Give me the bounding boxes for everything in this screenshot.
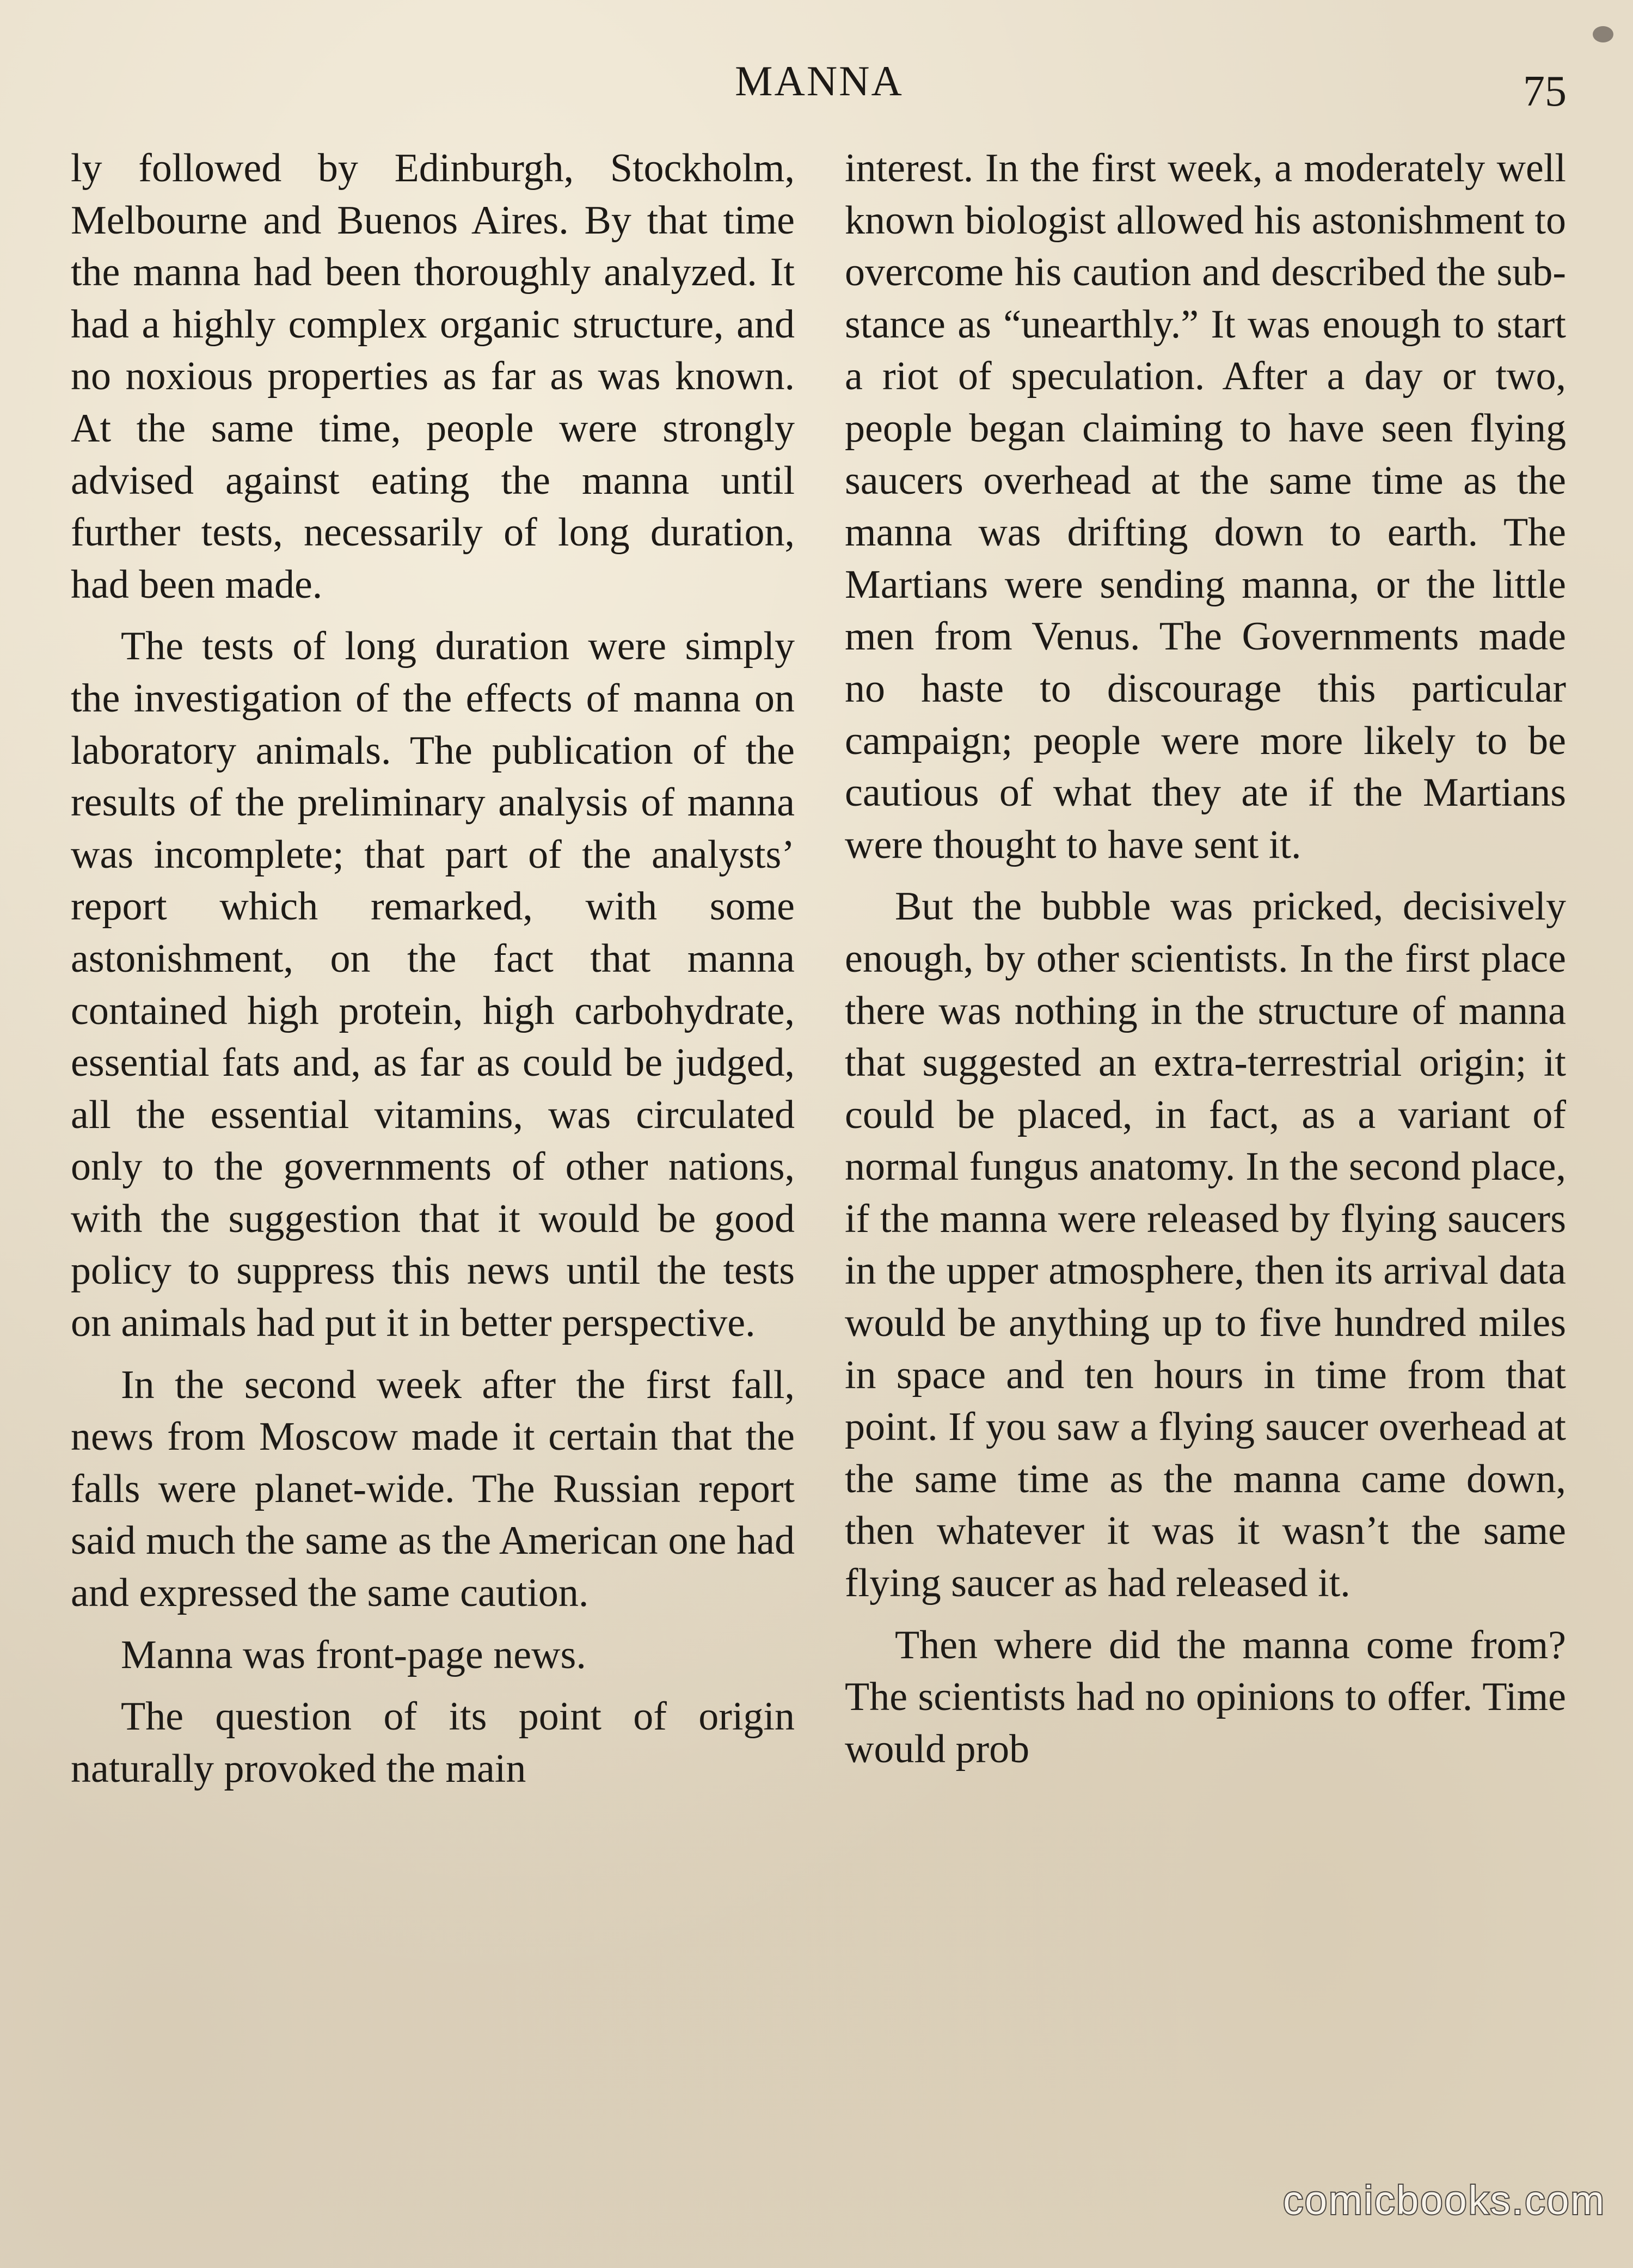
left-column <box>71 143 795 1805</box>
paragraph: But the bubble was pricked, decisively enough, by other scientists. In the first place there was nothing in the structure of manna that suggested an extra-terrestrial origin; it could be placed, in fact, as a variant of normal fungus anatomy. In the second place, if the manna were released by flying saucers in the upper atmosphere, then its arrival data would be anything up to five hundred miles in space and ten hours in time from that point. If you saw a flying saucer overhead at the same time as the manna came down, then whatever it was it wasn’t the same flying saucer as had released it. <box>845 884 1566 1606</box>
page-number: 75 <box>1523 68 1567 115</box>
paragraph: The question of its point of origin naturally provoked the main <box>71 1694 795 1791</box>
paragraph: ly followed by Edinburgh, Stockholm, Melbourne and Buenos Aires. By that time the manna had been thoroughly analyzed. It had a highly complex organic structure, and no noxious properties as far as was known. At the same time, people were strongly advised against eating the manna until further tests, necessarily of long duration, had been made. <box>71 146 795 607</box>
paragraph: In the second week after the first fall, news from Moscow made it certain that the falls were planet-wide. The Russian report said much the same as the American one had and expressed the same caution. <box>71 1362 795 1616</box>
paragraph: The tests of long duration were simply the investigation of the effects of manna on laboratory animals. The publication of the results of the preliminary analysis of manna was incomplete; that part of the analysts’ report which remarked, with some astonishment, on the fact that manna contained high protein, high carbohydrate, essential fats and, as far as could be judged, all the essential vitamins, was circulated only to the governments of other nations, with the suggestion that it would be good policy to suppress this news until the tests on animals had put it in better perspective. <box>71 624 795 1346</box>
paragraph: interest. In the first week, a moderately well known biologist allowed his astonishment to overcome his caution and described the substance as “unearthly.” It was enough to start a riot of speculation. After a day or two, people began claiming to have seen flying saucers overhead at the same time as the manna was drifting down to earth. The Martians were sending manna, or the little men from Venus. The Governments made no haste to discourage this particular campaign; people were more likely to be cautious of what they ate if the Martians were thought to have sent it. <box>845 146 1566 867</box>
page-blemish <box>1593 26 1613 42</box>
running-title: MANNA <box>735 57 904 105</box>
paragraph: Then where did the manna come from? The scientists had no opinions to offer. Time would prob <box>845 1622 1566 1772</box>
source-watermark: comicbooks.com <box>1282 2178 1606 2223</box>
paragraph: Manna was front-page news. <box>121 1632 586 1677</box>
right-column <box>845 143 1566 1785</box>
